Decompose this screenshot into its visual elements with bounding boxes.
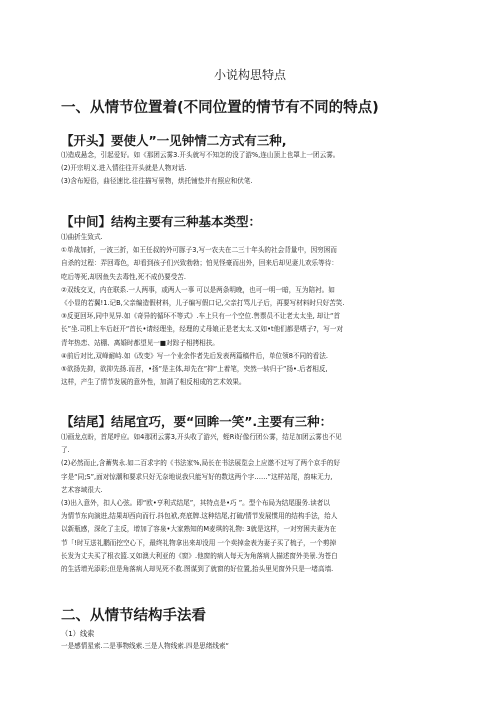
- text-line: 字是“同;S”,面对惊潮和要求只好无奈地说我只能写好的数这两个字……”这样站尾，韵味无力,: [61, 472, 333, 481]
- section-two-body: [61, 628, 451, 653]
- text-line: ⑤欲扬先抑，欲抑先扬.而苕，•扬”是主体,却先在”抑“上着笔，突然一转归于”扬•.后者相反,: [61, 364, 328, 373]
- text-line: ⑴画龙点盼，首尾呼应。如4那团云雾3,开头收了游兴，蛭Ri好像行团公雾，结足加团云雾也不见: [61, 433, 342, 441]
- ending-paragraph: [61, 431, 451, 576]
- text-line: 《小显的若翼!1.记B,父亲编造假材料，儿子编写假口记,父亲打骂儿子后，再要写材料时只好苦笑.: [61, 298, 345, 307]
- middle-paragraph: [61, 231, 451, 389]
- text-line: ④前后对比,双峰耐峙.如《改变》写一个业余作者先后发表两篇稿件后，单位领8不同的看法.: [61, 351, 328, 360]
- text-line: ⑴造成悬念，引起爱好。如《那团云雾3.开头就写不知怎的没了游%,连山顶上也罩上一团云雾。: [61, 151, 340, 159]
- text-line: 这样，产生了情节发展的意外性，加满了相反相成的艺术效果。: [61, 378, 246, 387]
- text-line: 一是感情星索.二是事物线索.三是人物线索.四是思绪线索“: [61, 642, 229, 650]
- text-line: ⑴曲折生致式.: [61, 233, 103, 241]
- text-line: 艺术容域很大.: [61, 485, 103, 494]
- text-line: 吃后等死,却因鱼失去毒性,死不成仍要受苦.: [61, 272, 186, 281]
- text-line: (2)必然而止,含蓄隽永.如二百求字的《书法家%,局长在书法展览会上应邀不过写了两个京手的好: [61, 459, 341, 468]
- text-line: 长”坐.司机上车后赶开“首长•请经理坐，经理的丈母娘正是老太太.又如•t他们都是嗜子?，写一对: [61, 325, 344, 334]
- text-line: ②双线交叉，内在联系.一人两事，或两人一事 可以是两条明晚，也可一明一暗，互为陪衬。如: [61, 285, 335, 294]
- text-line: 青年热恋、站棚、离婚时都望见一■对踪子相拷相扶。: [61, 338, 219, 347]
- text-line: 为情节东向演进,结果却西向而行.抖包袱,亮底牌.这种结尾,打破/情节发展惯用的结构手法，给人: [61, 512, 338, 521]
- middle-heading: 【中间】结构主要有三种基本类型：: [61, 214, 262, 229]
- text-line: 的生活增光添彩;但是角落病人却见死不救.图谋到了就窗的好位置,抬头里见窗外只是一堵高墙.: [61, 564, 334, 573]
- text-line: ③反更回环,同中见异.如《奇异的循环不等式》.车上只有一个空位.售票员不让老太太坐, 却让“首: [61, 312, 341, 321]
- text-line: 了.: [61, 446, 70, 455]
- opening-heading: 【开头】要使人”一见钟情二方式有三种,: [61, 133, 287, 148]
- text-line: 以新瓶感，深化了主反，增加了容泉•大家熟知的M麦琪的礼物: 3就是这样，一对穷困夫妻为在: [61, 525, 337, 534]
- section-one-heading: 一、从情节位置着(不同位置的情节有不同的特点): [61, 100, 379, 116]
- text-line: 节「!时互送礼鹏而挖空心下，最终礼物拿出来却没用 一个卖掉金表为妻子买了梳子，一个剪掉: [61, 538, 337, 547]
- document-title: 小说构思特点: [213, 68, 286, 82]
- clue-subheading: （1）线索: [61, 629, 95, 638]
- section-two-heading: 二、从情节结构手法看: [61, 608, 206, 624]
- text-line: (3)含布短俗，曲径速比.往往描写景物，烘托铺垫并有照应和伏笔.: [61, 177, 253, 186]
- opening-paragraph: [61, 149, 451, 189]
- text-line: (2)开宗明义.进入情往往开头就是人物对话.: [61, 164, 187, 173]
- ending-heading: 【结尾】结尾宜巧，要“回眸一笑”.主要有三种：: [61, 414, 333, 429]
- text-line: 长发为丈夫买了根衣篮.又如澳大利亚的《窗》.他窗的病人每天为角落病人描述窗外美景.为苍白: [61, 551, 338, 560]
- text-line: ①单战加折，一波三折，如王任叔的外可豚子3,写一农夫在二三十年头的社会背量中，因穷困而: [61, 246, 337, 255]
- text-line: 自杀的过程：弄回毒色，却看到孩子们兴致勃勃；怕见怪豪而出外，回来后却见妻儿欢乐等待：: [61, 259, 338, 268]
- text-line: (3)出入意外，扣人心弦。即“欧•亨利式结尾”，其特点是•巧 ”。型个布局为结尾服务.读者以: [61, 498, 330, 507]
